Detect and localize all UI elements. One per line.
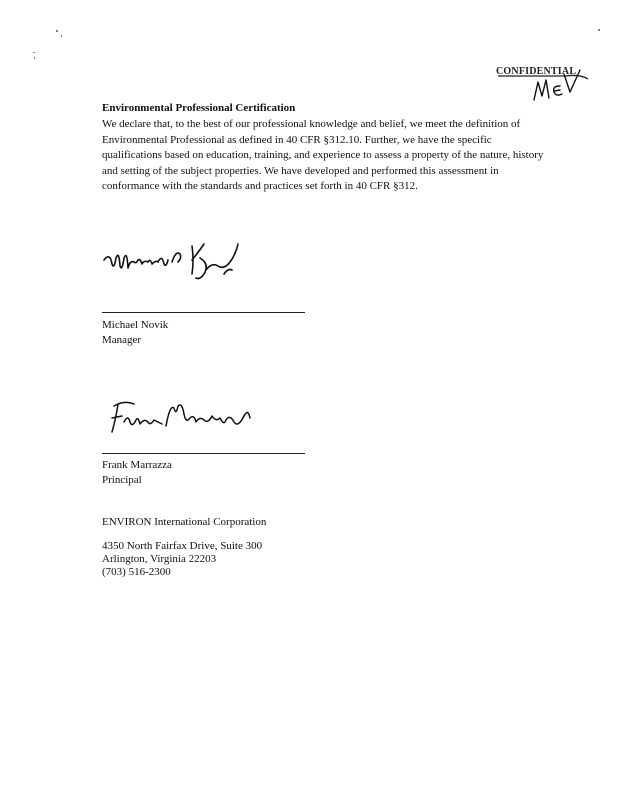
scan-speck [61, 35, 62, 37]
scan-speck [33, 52, 35, 53]
signatory-title: Manager [102, 334, 142, 346]
handwritten-initials [530, 68, 582, 104]
signature-michael-novik [100, 240, 260, 288]
scan-speck [598, 29, 600, 31]
statement-line: and setting of the subject properties. We have developed and performed this assessment in [102, 164, 499, 177]
scan-speck [34, 57, 35, 59]
statement-line: qualifications based on education, training, and experience to assess a property of the nature, history [102, 149, 544, 161]
scan-speck [56, 30, 58, 32]
phone-number: (703) 516-2300 [102, 566, 171, 578]
address-line: 4350 North Fairfax Drive, Suite 300 [102, 540, 263, 552]
signature-frank-marrazza [104, 396, 264, 440]
signature-line [102, 453, 305, 454]
address-line: Arlington, Virginia 22203 [102, 553, 217, 565]
statement-line: We declare that, to the best of our professional knowledge and belief, we meet the definition of [102, 118, 521, 130]
company-name: ENVIRON International Corporation [102, 516, 267, 528]
statement-line: conformance with the standards and practices set forth in 40 CFR §312. [102, 180, 418, 192]
certification-heading: Environmental Professional Certification [102, 102, 296, 114]
signatory-name: Frank Marrazza [102, 459, 172, 471]
signature-line [102, 312, 305, 313]
confidential-stamp: CONFIDENTIAL [496, 66, 577, 77]
statement-line: Environmental Professional as defined in 40 CFR §312.10. Further, we have the specific [102, 133, 492, 146]
signatory-title: Principal [102, 474, 142, 486]
certification-statement [102, 117, 562, 195]
signatory-name: Michael Novik [102, 319, 169, 331]
